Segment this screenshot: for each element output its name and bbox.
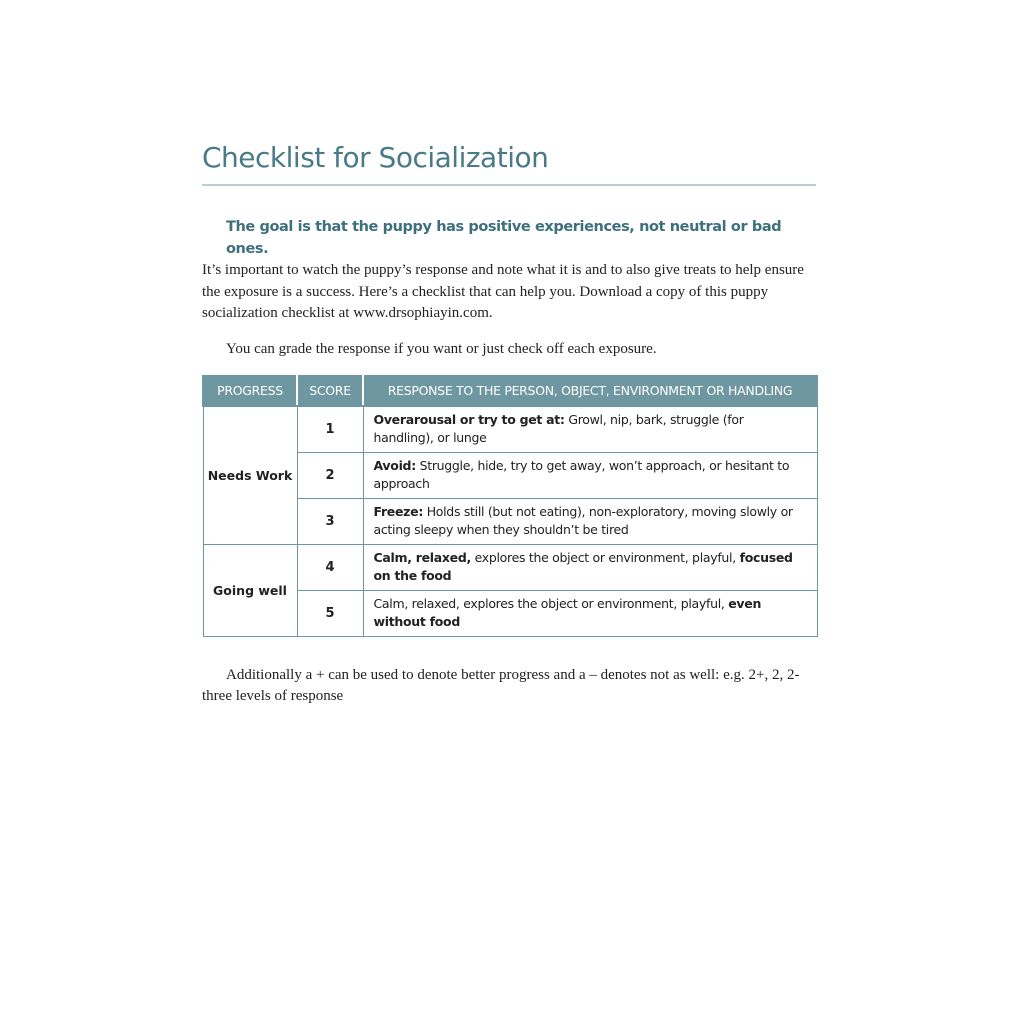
response-keyword: Calm, relaxed,: [373, 550, 471, 565]
response-emphasis: even without food: [373, 596, 762, 629]
table-row: [203, 406, 817, 453]
score-cell: 1: [297, 406, 363, 453]
score-cell: 5: [297, 590, 363, 636]
response-emphasis: focused on the food: [373, 550, 793, 583]
grade-note: You can grade the response if you want or just check off each exposure.: [226, 340, 657, 357]
response-text: Struggle, hide, try to get away, won’t approach, or hesitant to approach: [373, 458, 790, 491]
response-keyword: Avoid:: [373, 458, 416, 473]
score-cell: 3: [297, 498, 363, 544]
title-divider: [202, 184, 816, 186]
response-text: Holds still (but not eating), non-exploratory, moving slowly or acting sleepy when they shouldn’t be tired: [373, 504, 793, 537]
intro-text: It’s important to watch the puppy’s response and note what it is and to also give treats to help ensure the exposure is a success. Here’s a checklist that can help you. Download a copy of this puppy socialization checklist at www.drsophiayin.com.: [202, 262, 804, 321]
header-progress: PROGRESS: [203, 376, 297, 406]
response-keyword: Overarousal or try to get at:: [373, 412, 565, 427]
page-title: Checklist for Socialization: [202, 141, 549, 174]
header-score: SCORE: [297, 376, 363, 406]
score-cell: 2: [297, 452, 363, 498]
score-cell: 4: [297, 544, 363, 590]
response-cell: [363, 406, 817, 453]
response-cell: [363, 498, 817, 544]
lead-sentence: The goal is that the puppy has positive experiences, not neutral or bad ones.: [226, 219, 782, 257]
response-keyword: Freeze:: [373, 504, 424, 519]
response-text: explores the object or environment, playful,: [470, 550, 740, 565]
response-cell: [363, 590, 817, 636]
response-text: Calm, relaxed, explores the object or environment, playful,: [373, 596, 729, 611]
response-cell: [363, 452, 817, 498]
response-cell: [363, 544, 817, 590]
response-text: Growl, nip, bark, struggle (for handling), or lunge: [373, 412, 744, 445]
socialization-checklist-table: [202, 375, 818, 637]
table-row: [203, 544, 817, 590]
intro-paragraph: [202, 216, 816, 325]
progress-needs-work: Needs Work: [203, 406, 297, 545]
footnote-paragraph: Additionally a + can be used to denote better progress and a – denotes not as well: e.g. 2+, 2, 2- three levels of response: [202, 666, 800, 704]
document-page: [202, 140, 816, 707]
table-header-row: [203, 376, 817, 406]
header-response: RESPONSE TO THE PERSON, OBJECT, ENVIRONMENT OR HANDLING: [363, 376, 817, 406]
progress-going-well: Going well: [203, 544, 297, 636]
